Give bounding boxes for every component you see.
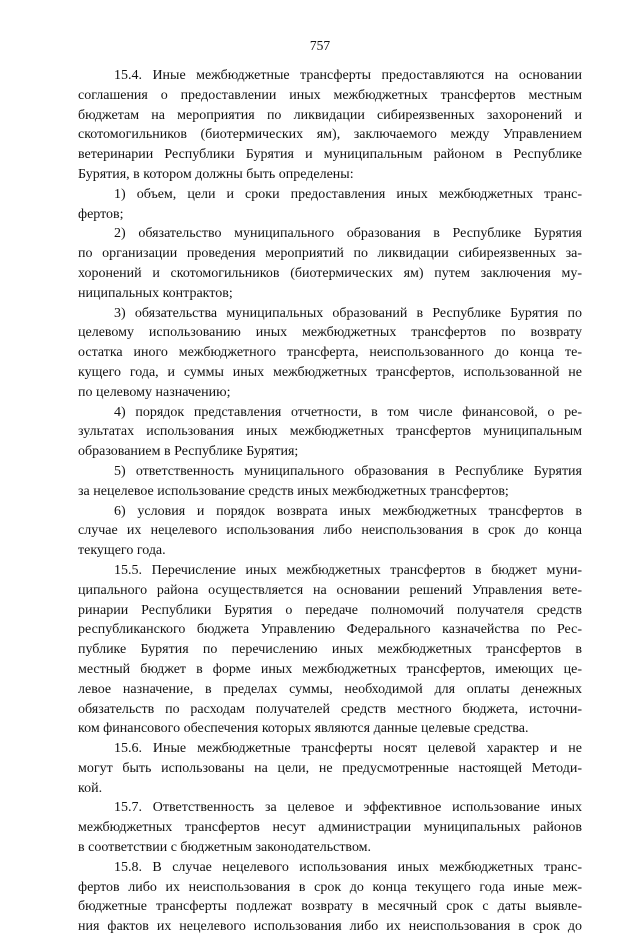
text-line: текущего года. (78, 543, 166, 559)
text-line: кой. (78, 780, 103, 796)
text-line: 5) ответственность муниципального образования в Республике Бурятия (114, 463, 582, 479)
text-line: бюджетные трансферты подлежат возврату в месячный срок с даты выявле- (78, 899, 582, 915)
text-line: 15.8. В случае нецелевого использования иных межбюджетных транс- (114, 859, 582, 875)
text-line: в соответствии с бюджетным законодательством. (78, 840, 372, 856)
text-line: фертов; (78, 206, 124, 222)
text-line: публике Бурятия по перечислению иных межбюджетных трансфертов в (78, 642, 582, 658)
text-line: ния фактов их нецелевого использования либо их неиспользования в срок до (78, 919, 582, 935)
text-line: по организации проведения мероприятий по ликвидации сибиреязвенных за- (78, 246, 582, 262)
text-line: остатка иного межбюджетного трансферта, неиспользованного до конца те- (78, 345, 582, 361)
text-line: левое назначение, в пределах суммы, необходимой для оплаты денежных (78, 681, 582, 697)
text-line: ветеринарии Республики Бурятия и муниципальным районом в Республике (78, 147, 582, 163)
text-line: бюджетам на мероприятия по ликвидации сибиреязвенных захоронений и (78, 107, 582, 123)
text-line: могут быть использованы на цели, не предусмотренные настоящей Методи- (78, 760, 582, 776)
body-text (78, 66, 582, 937)
text-line: республиканского бюджета Управлению Федерального казначейства по Рес- (78, 622, 582, 638)
text-line: соглашения о предоставлении иных межбюджетных трансфертов местным (78, 87, 582, 103)
text-line: ниципальных контрактов; (78, 285, 233, 301)
text-line: 1) объем, цели и сроки предоставления иных межбюджетных транс- (114, 186, 582, 202)
text-line: образованием в Республике Бурятия; (78, 444, 299, 460)
text-line: кущего года, и суммы иных межбюджетных трансфертов, использованной не (78, 364, 582, 380)
text-line: зультатах использования иных межбюджетных трансфертов муниципальным (78, 424, 582, 440)
text-line: ципального района осуществляется на основании решений Управления вете- (78, 582, 582, 598)
text-line: скотомогильников (биотермических ям), заключаемого между Управлением (78, 127, 582, 143)
text-line: 15.4. Иные межбюджетные трансферты предоставляются на основании (114, 68, 582, 83)
text-line: случае их нецелевого использования либо неиспользования в срок до конца (78, 523, 582, 539)
text-line: межбюджетных трансфертов несут администрации муниципальных районов (78, 820, 582, 836)
text-line: 15.6. Иные межбюджетные трансферты носят целевой характер и не (114, 741, 582, 757)
text-line: 15.7. Ответственность за целевое и эффективное использование иных (114, 800, 582, 816)
text-line: 6) условия и порядок возврата иных межбюджетных трансфертов в (114, 503, 582, 519)
text-line: хоронений и скотомогильников (биотермических ям) путем заключения му- (78, 265, 582, 281)
text-line: по целевому назначению; (78, 384, 231, 400)
text-line: фертов либо их неиспользования в срок до конца текущего года иные меж- (78, 879, 582, 895)
text-line: 2) обязательство муниципального образования в Республике Бурятия (114, 226, 582, 242)
text-line: 3) обязательства муниципальных образований в Республике Бурятия по (114, 305, 582, 321)
text-line: 15.5. Перечисление иных межбюджетных трансфертов в бюджет муни- (114, 562, 582, 578)
page-number: 757 (309, 38, 331, 53)
text-line: Бурятия, в котором должны быть определены: (78, 166, 354, 182)
text-line: ком финансового обеспечения которых являются данные целевые средства. (78, 721, 529, 737)
text-line: целевому использованию иных межбюджетных трансфертов по возврату (78, 325, 582, 341)
text-line: обязательств по расходам получателей средств местного бюджета, источни- (78, 701, 582, 717)
text-line: за нецелевое использование средств иных межбюджетных трансфертов; (78, 483, 509, 499)
text-line: 4) порядок представления отчетности, в том числе финансовой, о ре- (114, 404, 582, 420)
text-line: местный бюджет в форме иных межбюджетных трансфертов, имеющих це- (78, 661, 582, 677)
text-line: ринарии Республики Бурятия о передаче полномочий получателя средств (78, 602, 582, 618)
